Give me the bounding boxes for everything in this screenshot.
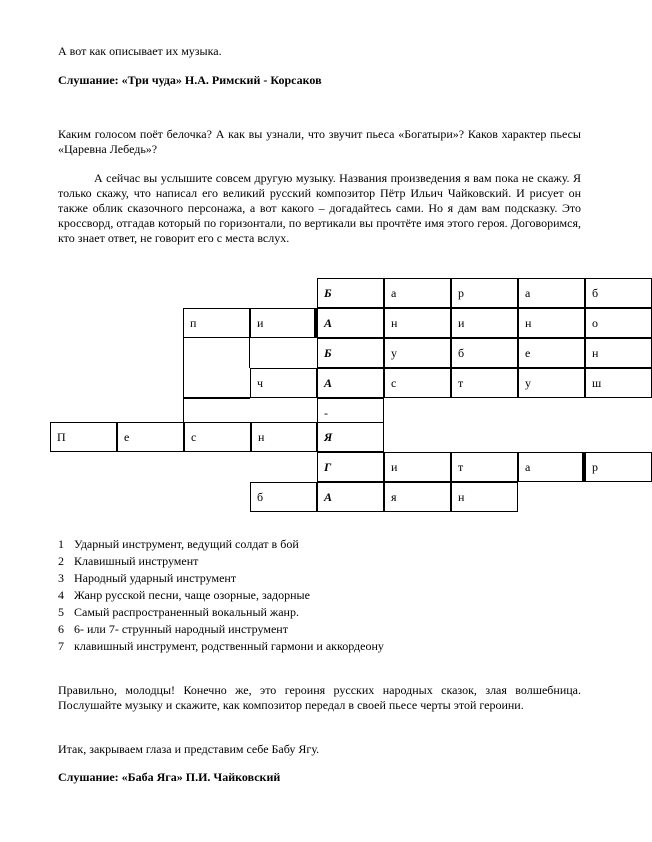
crossword-cell: Г: [317, 452, 384, 482]
crossword-cell: с: [184, 422, 251, 452]
crossword-cell: т: [451, 452, 518, 482]
clue-item: 7 клавишный инструмент, родственный гармони и аккордеону: [58, 639, 384, 653]
crossword-cell: и: [250, 308, 317, 338]
crossword-cell: п: [183, 308, 250, 338]
crossword-cell: ч: [250, 368, 317, 398]
crossword-cell: р: [585, 452, 652, 482]
crossword-clues: [58, 536, 384, 655]
crossword-cell: б: [585, 278, 652, 308]
crossword-cell: т: [451, 368, 518, 398]
crossword-cell: Б: [317, 338, 384, 368]
crossword-cell: н: [451, 482, 518, 512]
crossword-cell: н: [384, 308, 451, 338]
crossword-cell: -: [317, 398, 384, 428]
crossword-cell: я: [384, 482, 451, 512]
crossword-cell: А: [317, 368, 384, 398]
crossword-cell: н: [585, 338, 652, 368]
praise-paragraph: Правильно, молодцы! Конечно же, это героиня русских народных сказок, злая волшебница. Послушайте музыку и скажите, как композитор передал в своей пьесе черты этой героини.: [58, 683, 581, 712]
crossword-cell: а: [518, 278, 585, 308]
intro-text: А вот как описывает их музыка.: [58, 44, 222, 58]
crossword-cell: н: [518, 308, 585, 338]
question-paragraph: Каким голосом поёт белочка? А как вы узнали, что звучит пьеса «Богатыри»? Каков характер пьесы «Царевна Лебедь»?: [58, 127, 581, 156]
crossword-cell: о: [585, 308, 652, 338]
listening-heading-2: Слушание: «Баба Яга» П.И. Чайковский: [58, 770, 281, 784]
crossword-cell: ш: [585, 368, 652, 398]
close-eyes-text: Итак, закрываем глаза и представим себе Бабу Ягу.: [58, 742, 320, 756]
clue-item: 3 Народный ударный инструмент: [58, 571, 237, 585]
crossword-cell: у: [384, 338, 451, 368]
clue-item: 5 Самый распространенный вокальный жанр.: [58, 605, 299, 619]
crossword-spacer: [183, 338, 250, 368]
crossword-cell: е: [518, 338, 585, 368]
listening-heading-1: Слушание: «Три чуда» Н.А. Римский - Корсаков: [58, 73, 322, 87]
clue-item: 4 Жанр русской песни, чаще озорные, задорные: [58, 588, 310, 602]
instruction-paragraph: А сейчас вы услышите совсем другую музыку. Названия произведения я вам пока не скажу. Я только скажу, что написал его великий русский композитор Пётр Ильич Чайковский. И рисует он также облик сказочного персонажа, а вот какого – догадайтесь сами. Но я дам вам подсказку. Это кроссворд, отгадав который по горизонтали, по вертикали вы прочтёте имя этого героя. Договоримся, кто знает ответ, не говорит его с места вслух.: [58, 171, 581, 245]
crossword-spacer: [183, 368, 250, 398]
clue-item: 6 6- или 7- струнный народный инструмент: [58, 622, 288, 636]
crossword-cell: б: [250, 482, 317, 512]
clue-item: 1 Ударный инструмент, ведущий солдат в бой: [58, 537, 299, 551]
crossword-cell: А: [317, 482, 384, 512]
crossword-cell: и: [384, 452, 451, 482]
clue-item: 2 Клавишный инструмент: [58, 554, 199, 568]
crossword-cell: с: [384, 368, 451, 398]
crossword-cell: а: [518, 452, 585, 482]
crossword-cell: у: [518, 368, 585, 398]
crossword-cell: е: [117, 422, 184, 452]
crossword-cell: б: [451, 338, 518, 368]
crossword-cell: Б: [317, 278, 384, 308]
crossword-cell: П: [50, 422, 117, 452]
crossword-cell: а: [384, 278, 451, 308]
crossword-cell: н: [251, 422, 317, 452]
crossword-cell: р: [451, 278, 518, 308]
crossword-cell: и: [451, 308, 518, 338]
crossword-cell: Я: [317, 422, 384, 452]
crossword-cell: А: [317, 308, 384, 338]
